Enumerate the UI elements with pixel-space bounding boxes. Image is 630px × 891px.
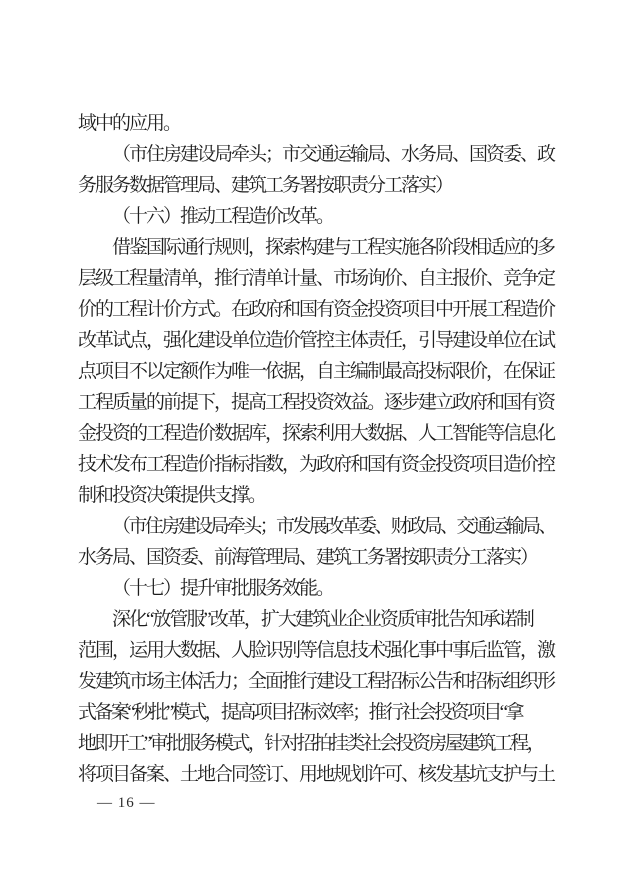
text-line: 金投资的工程造价数据库，探索利用大数据、人工智能等信息化 xyxy=(78,423,555,444)
text-line: （十七）提升审批服务效能。 xyxy=(112,578,334,599)
text-line: 发建筑市场主体活力；全面推行建设工程招标公告和招标组织形 xyxy=(78,671,555,692)
text-line: （市住房建设局牵头；市发展改革委、财政局、交通运输局、 xyxy=(112,516,555,537)
text-line: 水务局、国资委、前海管理局、建筑工务署按职责分工落实） xyxy=(78,547,538,568)
text-line: 范围，运用大数据、人脸识别等信息技术强化事中事后监管，激 xyxy=(78,640,555,661)
text-line: 价的工程计价方式。在政府和国有资金投资项目中开展工程造价 xyxy=(78,299,555,320)
text-line: 借鉴国际通行规则，探索构建与工程实施各阶段相适应的多 xyxy=(112,237,555,258)
text-line: 点项目不以定额作为唯一依据，自主编制最高投标限价，在保证 xyxy=(78,361,555,382)
page-footer xyxy=(97,793,156,813)
text-line: 工程质量的前提下，提高工程投资效益。逐步建立政府和国有资 xyxy=(78,392,555,413)
text-line: 式备案“秒批”模式，提高项目招标效率；推行社会投资项目“拿 xyxy=(78,702,522,723)
text-line: （市住房建设局牵头；市交通运输局、水务局、国资委、政 xyxy=(112,144,555,165)
text-line: 改革试点，强化建设单位造价管控主体责任，引导建设单位在试 xyxy=(78,330,555,351)
text-line: 地即开工”审批服务模式，针对招拍挂类社会投资房屋建筑工程， xyxy=(78,733,544,754)
document-body xyxy=(78,108,554,790)
text-line: （十六）推动工程造价改革。 xyxy=(112,206,334,227)
text-line: 层级工程量清单，推行清单计量、市场询价、自主报价、竞争定 xyxy=(78,268,555,289)
text-line: 将项目备案、土地合同签订、用地规划许可、核发基坑支护与土 xyxy=(78,764,555,785)
text-line: 技术发布工程造价指标指数，为政府和国有资金投资项目造价控 xyxy=(78,454,555,475)
text-line: 制和投资决策提供支撑。 xyxy=(78,485,266,506)
text-line: 务服务数据管理局、建筑工务署按职责分工落实） xyxy=(78,175,453,196)
page-number: — 16 — xyxy=(97,795,156,811)
text-line: 深化“放管服”改革，扩大建筑业企业资质审批告知承诺制 xyxy=(112,609,533,630)
text-line: 域中的应用。 xyxy=(78,113,181,134)
